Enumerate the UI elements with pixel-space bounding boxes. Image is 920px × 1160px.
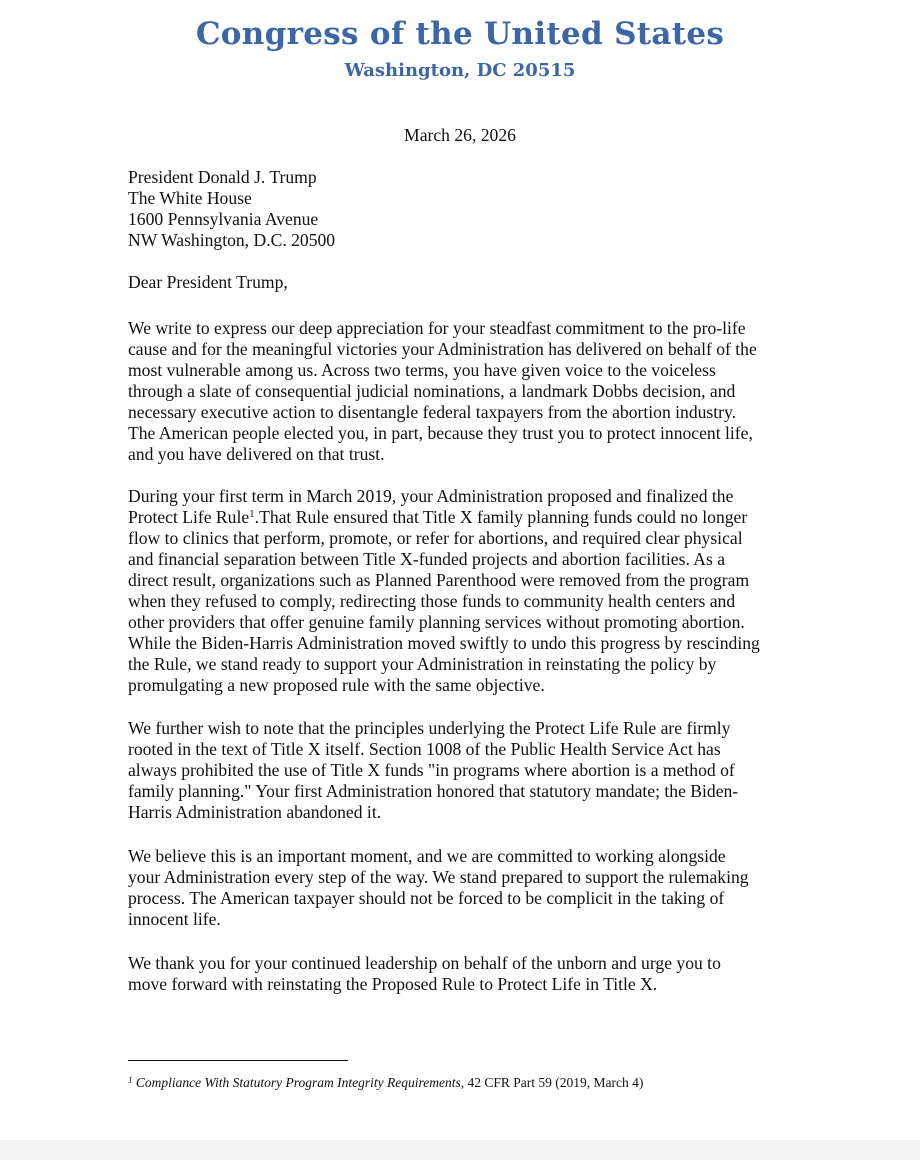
text-line: We further wish to note that the principles underlying the Protect Life Rule are firmly <box>128 718 731 738</box>
text-line: and financial separation between Title X-funded projects and abortion facilities. As a <box>128 549 726 569</box>
text-line: always prohibited the use of Title X funds "in programs where abortion is a method of <box>128 760 735 780</box>
text-line: flow to clinics that perform, promote, or refer for abortions, and required clear physical <box>128 528 743 548</box>
text-line: other providers that offer genuine family planning services without promoting abortion. <box>128 612 745 632</box>
text-line: when they refused to comply, redirecting those funds to community health centers and <box>128 591 736 611</box>
text-line: While the Biden-Harris Administration moved swiftly to undo this progress by rescinding <box>128 633 760 653</box>
text-line: cause and for the meaningful victories your Administration has delivered on behalf of the <box>128 339 757 359</box>
text-line: and you have delivered on that trust. <box>128 444 385 464</box>
paragraph-5 <box>128 953 808 995</box>
text-line: direct result, organizations such as Planned Parenthood were removed from the program <box>128 570 750 590</box>
recipient-line: 1600 Pennsylvania Avenue <box>128 209 319 229</box>
text-line: most vulnerable among us. Across two terms, you have given voice to the voiceless <box>128 360 716 380</box>
footnote-marker: 1 <box>128 1075 133 1085</box>
salutation: Dear President Trump, <box>128 272 288 292</box>
text-line: We write to express our deep appreciation for your steadfast commitment to the pro-life <box>128 318 746 338</box>
paragraph-1 <box>128 318 808 465</box>
recipient-name: President Donald J. Trump <box>128 167 317 187</box>
footnote <box>128 1071 643 1092</box>
text-line: process. The American taxpayer should not be forced to be complicit in the taking of <box>128 888 725 908</box>
text-line: We thank you for your continued leadership on behalf of the unborn and urge you to <box>128 953 721 973</box>
paragraph-3 <box>128 718 808 823</box>
footnote-citation-title: Compliance With Statutory Program Integrity Requirements, <box>135 1075 465 1090</box>
paragraph-4 <box>128 846 808 930</box>
page-bottom-edge <box>0 1140 920 1160</box>
footnote-reference: 1 <box>249 508 255 520</box>
letterhead <box>0 12 920 84</box>
text-line: family planning." Your first Administration honored that statutory mandate; the Biden- <box>128 781 739 801</box>
text-line: rooted in the text of Title X itself. Section 1008 of the Public Health Service Act has <box>128 739 721 759</box>
footnote-citation-detail: 42 CFR Part 59 (2019, March 4) <box>464 1075 644 1090</box>
text-segment: Protect Life Rule <box>128 507 250 527</box>
text-line: innocent life. <box>128 909 221 929</box>
text-line: During your first term in March 2019, your Administration proposed and finalized the <box>128 486 734 506</box>
text-line: necessary executive action to disentangle federal taxpayers from the abortion industry. <box>128 402 737 422</box>
text-line: move forward with reinstating the Proposed Rule to Protect Life in Title X. <box>128 974 658 994</box>
text-line-with-footnote <box>128 507 808 528</box>
text-line: through a slate of consequential judicial nominations, a landmark Dobbs decision, and <box>128 381 736 401</box>
letterhead-title: Congress of the United States <box>195 16 725 52</box>
letterhead-subtitle: Washington, DC 20515 <box>344 60 576 81</box>
text-line: promulgating a new proposed rule with the same objective. <box>128 675 545 695</box>
recipient-address <box>128 167 335 251</box>
recipient-line: NW Washington, D.C. 20500 <box>128 230 336 250</box>
text-segment: .That Rule ensured that Title X family planning funds could no longer <box>254 507 748 527</box>
recipient-line: The White House <box>128 188 252 208</box>
text-line: the Rule, we stand ready to support your Administration in reinstating the policy by <box>128 654 717 674</box>
text-line: Harris Administration abandoned it. <box>128 802 382 822</box>
paragraph-2 <box>128 486 808 696</box>
footnote-divider <box>128 1060 348 1061</box>
text-line: We believe this is an important moment, and we are committed to working alongside <box>128 846 726 866</box>
text-line: your Administration every step of the way. We stand prepared to support the rulemaking <box>128 867 749 887</box>
letter-date: March 26, 2026 <box>404 125 516 145</box>
text-line: The American people elected you, in part, because they trust you to protect innocent life, <box>128 423 753 443</box>
